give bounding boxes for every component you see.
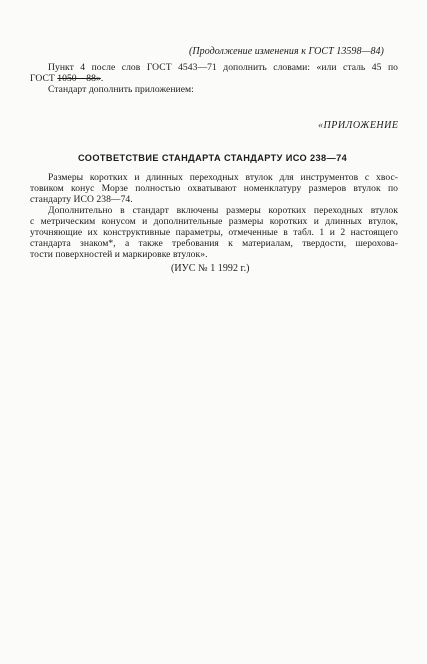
- amendment-line-2-prefix: ГОСТ: [30, 73, 58, 84]
- para2-line-2: с метрическим конусом и дополнительные размеры коротких и длинных втулок,: [30, 216, 398, 227]
- source-reference: (ИУС № 1 1992 г.): [171, 263, 250, 274]
- continuation-header: (Продолжение изменения к ГОСТ 13598—84): [189, 46, 384, 57]
- amendment-line-2-suffix: .: [100, 73, 104, 84]
- amendment-line-1: Пункт 4 после слов ГОСТ 4543—71 дополнить словами: «или сталь 45 по: [48, 62, 398, 73]
- amendment-line-3: Стандарт дополнить приложением:: [48, 84, 194, 95]
- appendix-title: СООТВЕТСТВИЕ СТАНДАРТА СТАНДАРТУ ИСО 238—74: [78, 153, 348, 163]
- amendment-line-2: [30, 73, 103, 84]
- para2-line-1: Дополнительно в стандарт включены размеры коротких переходных втулок: [48, 205, 398, 216]
- para1-line-3: стандарту ИСО 238—74.: [30, 194, 133, 205]
- para2-line-4: стандарта знаком*, а также требования к материалам, твердости, шерохова-: [30, 238, 398, 249]
- para2-line-5: тости поверхностей и маркировке втулок».: [30, 249, 208, 260]
- para1-line-1: Размеры коротких и длинных переходных втулок для инструментов с хвос-: [48, 172, 398, 183]
- para1-line-2: товиком конус Морзе полностью охватывают номенклатуру размеров втулок по: [30, 183, 398, 194]
- amendment-line-2-struck: 1050—88»: [57, 73, 101, 84]
- appendix-label: «ПРИЛОЖЕНИЕ: [318, 120, 399, 131]
- para2-line-3: уточняющие их конструктивные параметры, отмеченные в табл. 1 и 2 настоящего: [30, 227, 398, 238]
